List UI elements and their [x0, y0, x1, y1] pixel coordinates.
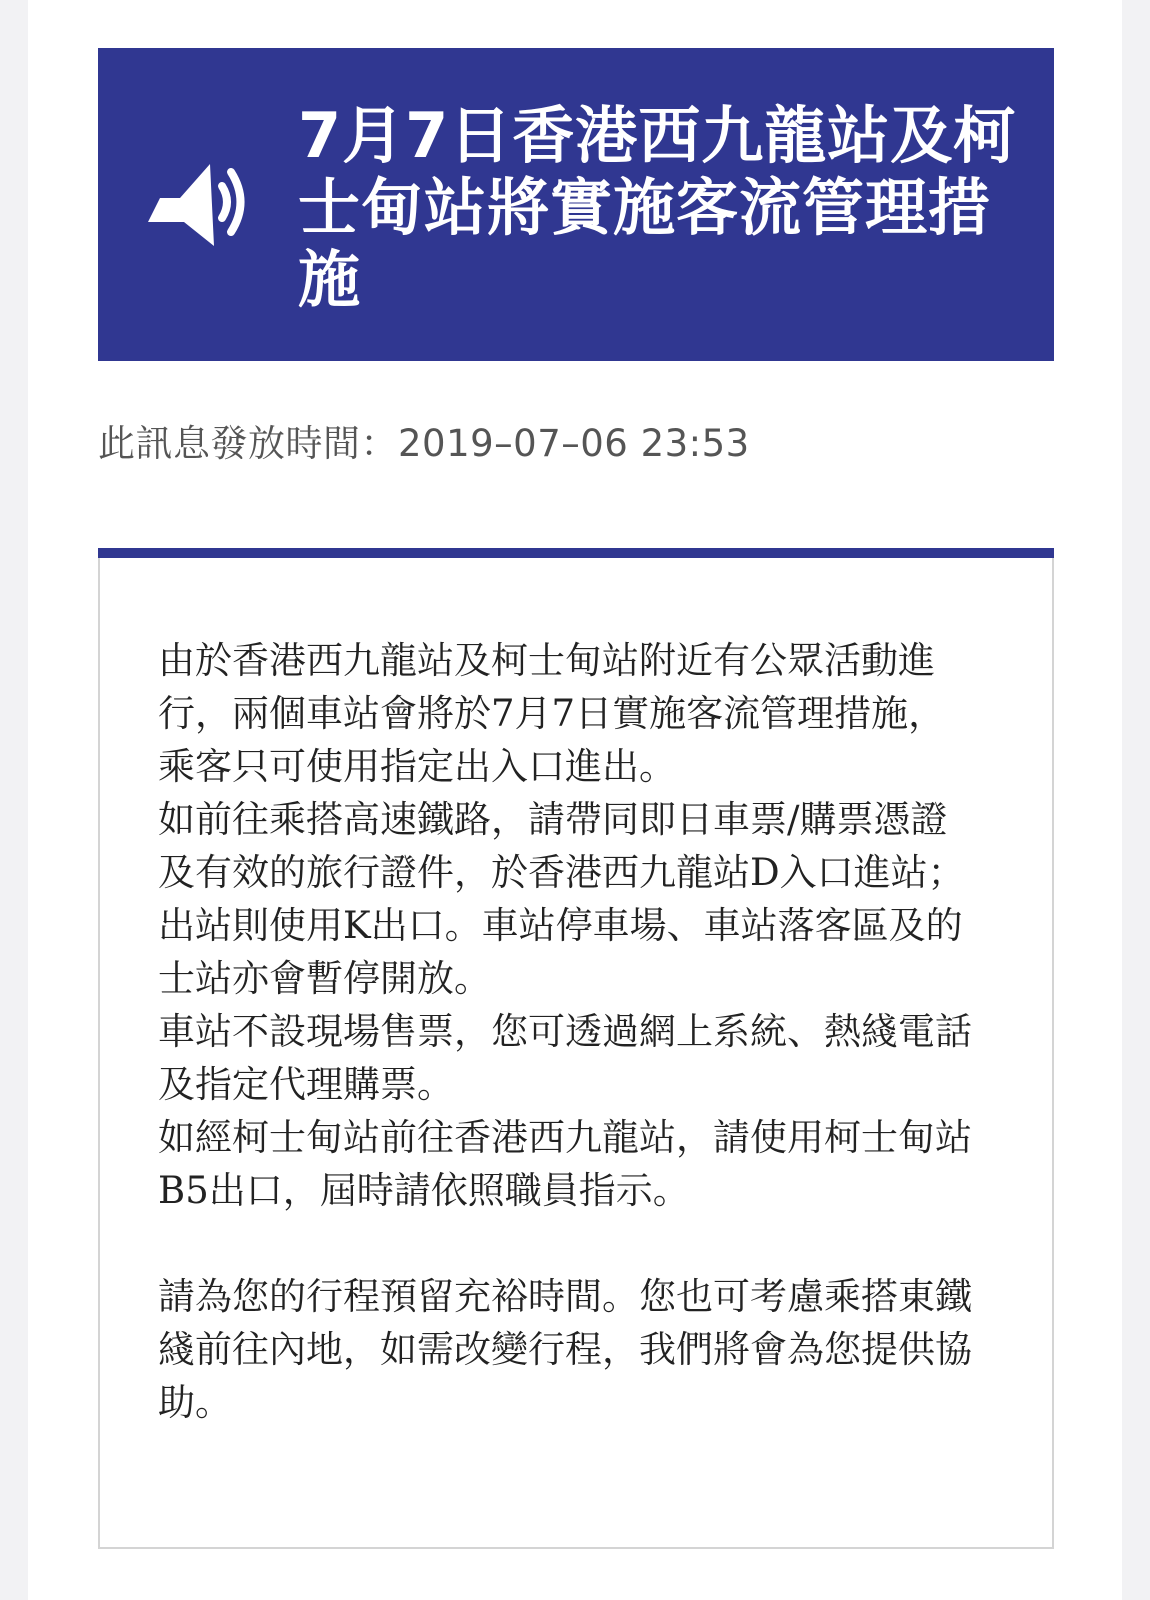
notice-paragraph: 如前往乘搭高速鐵路，請帶同即日車票/購票憑證及有效的旅行證件，於香港西九龍站D入口進站；出站則使用K出口。車站停車場、車站落客區及的士站亦會暫停開放。: [158, 798, 965, 1000]
announcement-banner: [98, 48, 1054, 361]
notice-paragraph: 車站不設現場售票，您可透過網上系統、熱綫電話及指定代理購票。: [158, 1010, 972, 1106]
notice-card: [98, 548, 1054, 1549]
notice-paragraph: 請為您的行程預留充裕時間。您也可考慮乘搭東鐵綫前往內地，如需改變行程，我們將會為您提供協助。: [158, 1275, 972, 1424]
release-timestamp: 此訊息發放時間：2019–07–06 23:53: [98, 422, 750, 465]
notice-paragraph: 如經柯士甸站前往香港西九龍站，請使用柯士甸站B5出口，屆時請依照職員指示。: [158, 1116, 972, 1212]
card-accent-bar: [98, 548, 1054, 558]
notice-body: [158, 634, 978, 1429]
page: [28, 0, 1122, 1600]
banner-title: 7月7日香港西九龍站及柯士甸站將實施客流管理措施: [298, 99, 1017, 316]
paragraph-spacer: [158, 1217, 978, 1270]
notice-paragraph: 由於香港西九龍站及柯士甸站附近有公眾活動進行，兩個車站會將於7月7日實施客流管理措施，乘客只可使用指定出入口進出。: [158, 639, 946, 788]
speaker-announcement-icon: [140, 150, 255, 250]
